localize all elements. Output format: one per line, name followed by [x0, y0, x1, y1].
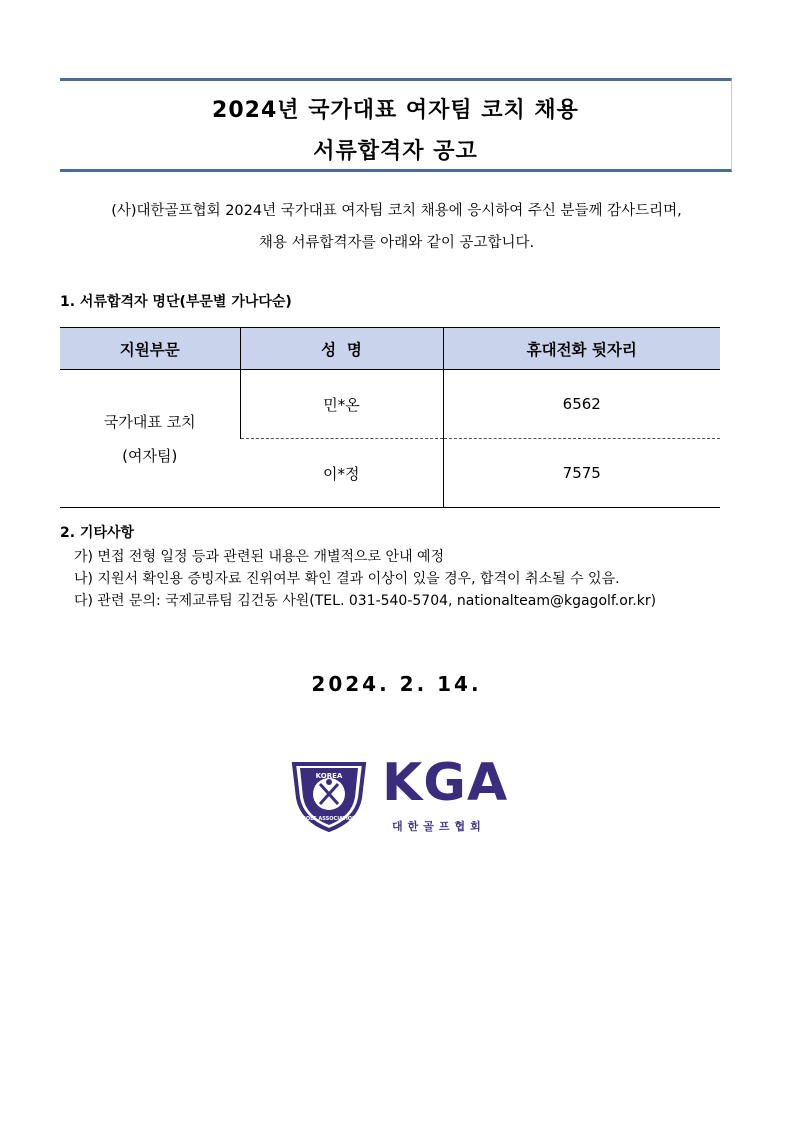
note-item: 가) 면접 전형 일정 등과 관련된 내용은 개별적으로 안내 예정	[74, 549, 445, 565]
page-title: 2024년 국가대표 여자팀 코치 채용	[212, 98, 579, 123]
name-cell: 이*정	[240, 439, 443, 508]
table-header-row	[60, 328, 720, 370]
kga-subtitle: 대한골프협회	[392, 820, 486, 833]
intro-line-2: 채용 서류합격자를 아래와 같이 공고합니다.	[258, 235, 535, 251]
phone-cell: 6562	[443, 370, 720, 439]
page-subtitle: 서류합격자 공고	[313, 139, 478, 164]
note-item: 나) 지원서 확인용 증빙자료 진위여부 확인 결과 이상이 있을 경우, 합격이 취소될 수 있음.	[74, 571, 620, 587]
announcement-date: 2024. 2. 14.	[311, 672, 482, 696]
column-header-department: 지원부문	[60, 328, 240, 370]
name-cell: 민*온	[240, 370, 443, 439]
title-box	[60, 78, 732, 172]
department-cell	[60, 370, 240, 508]
intro-line-1: (사)대한골프협회 2024년 국가대표 여자팀 코치 채용에 응시하여 주신 분들께 감사드리며,	[111, 203, 682, 219]
note-item: 다) 관련 문의: 국제교류팀 김건동 사원(TEL. 031-540-5704, nationalteam@kgagolf.or.kr)	[74, 593, 657, 609]
column-header-phone: 휴대전화 뒷자리	[443, 328, 720, 370]
table-row	[60, 370, 720, 439]
department-line-1: 국가대표 코치	[103, 412, 196, 431]
kga-emblem-logo	[290, 758, 368, 838]
emblem-korea-text: KOREA	[315, 772, 343, 780]
kga-wordmark: KGA	[382, 753, 509, 813]
phone-cell: 7575	[443, 439, 720, 508]
section1-heading: 1. 서류합격자 명단(부문별 가나다순)	[60, 294, 292, 310]
column-header-name: 성 명	[240, 328, 443, 370]
notes-list	[74, 546, 656, 612]
emblem-association-text: GOLF ASSOCIATION	[301, 816, 357, 822]
candidate-table	[60, 327, 720, 508]
department-line-2: (여자팀)	[122, 446, 178, 465]
section2-heading: 2. 기타사항	[60, 525, 135, 541]
